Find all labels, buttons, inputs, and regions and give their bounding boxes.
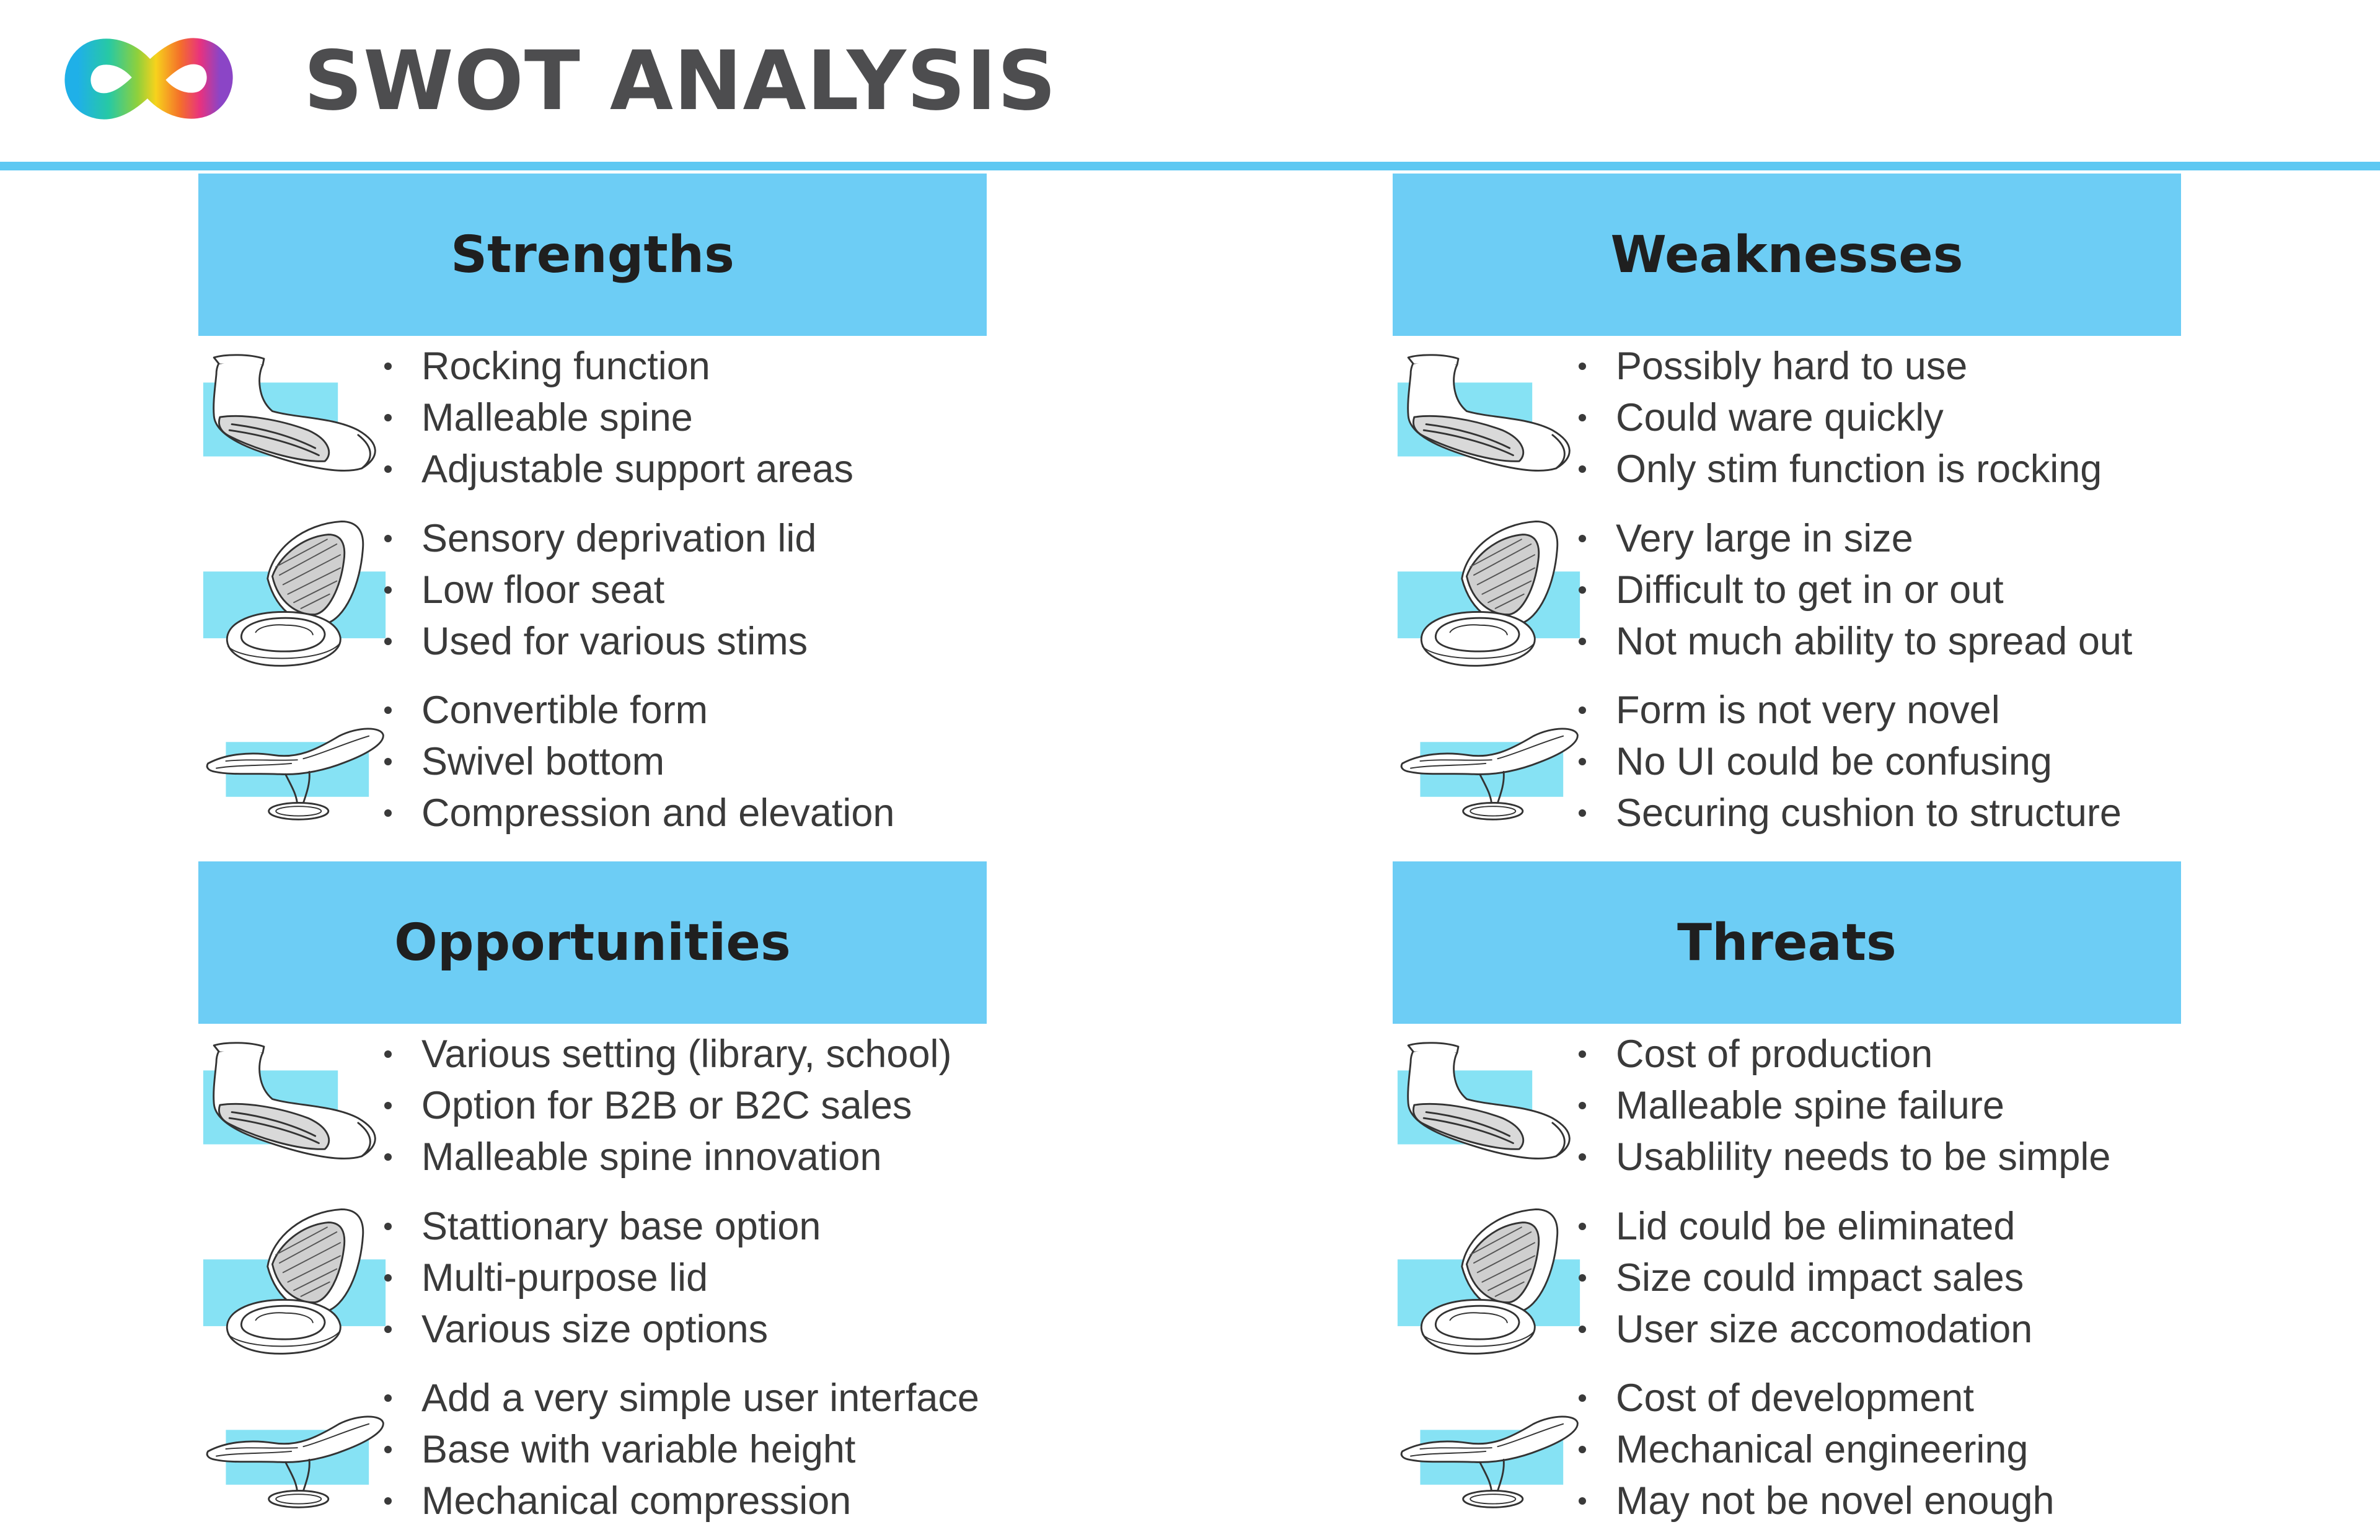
bullet-item bbox=[384, 616, 816, 667]
bullet-text: User size accomodation bbox=[1616, 1308, 2033, 1351]
bullet-text: Rocking function bbox=[421, 345, 710, 388]
bullet-dot-icon bbox=[384, 1153, 392, 1161]
swivel-lounger-sketch-icon bbox=[1393, 1373, 1585, 1528]
bullet-item bbox=[384, 444, 853, 495]
bullet-dot-icon bbox=[384, 1326, 392, 1333]
bullet-text: Add a very simple user interface bbox=[421, 1376, 979, 1420]
bullet-dot-icon bbox=[384, 638, 392, 645]
quadrant-header bbox=[1393, 861, 2181, 1024]
quadrant-title: Threats bbox=[1677, 913, 1897, 972]
bullet-dot-icon bbox=[1579, 363, 1586, 370]
bullet-list bbox=[1579, 685, 2122, 839]
bullet-text: Used for various stims bbox=[421, 620, 808, 663]
bullet-dot-icon bbox=[1579, 1050, 1586, 1058]
rocking-chair-sketch-icon bbox=[198, 341, 390, 496]
bullet-text: Possibly hard to use bbox=[1616, 345, 1968, 388]
bullet-text: Malleable spine failure bbox=[1616, 1084, 2004, 1127]
swivel-lounger-sketch-icon bbox=[1393, 685, 1585, 840]
pod-seat-with-lid-sketch-icon bbox=[1393, 513, 1585, 668]
bullet-text: Malleable spine innovation bbox=[421, 1135, 882, 1179]
item-group bbox=[1393, 513, 2380, 668]
bullet-item bbox=[1579, 392, 2102, 444]
bullet-item bbox=[384, 565, 816, 616]
bullet-dot-icon bbox=[384, 586, 392, 594]
bullet-list bbox=[1579, 1373, 2055, 1527]
bullet-item bbox=[1579, 1476, 2055, 1527]
bullet-item bbox=[1579, 1304, 2032, 1355]
bullet-dot-icon bbox=[384, 1050, 392, 1058]
bullet-item bbox=[384, 341, 853, 392]
item-group bbox=[198, 513, 1376, 668]
bullet-text: Low floor seat bbox=[421, 568, 665, 612]
quadrant-header bbox=[1393, 174, 2181, 336]
bullet-text: Malleable spine bbox=[421, 396, 693, 439]
quadrant-header bbox=[198, 861, 987, 1024]
bullet-item bbox=[384, 1304, 821, 1355]
quadrant-title: Opportunities bbox=[394, 913, 791, 972]
bullet-item bbox=[384, 1424, 979, 1476]
bullet-item bbox=[1579, 565, 2132, 616]
bullet-dot-icon bbox=[384, 1497, 392, 1505]
bullet-item bbox=[384, 1476, 979, 1527]
bullet-text: No UI could be confusing bbox=[1616, 740, 2052, 783]
header-divider bbox=[0, 162, 2380, 170]
rocking-chair-sketch-icon bbox=[1393, 341, 1585, 496]
bullet-item bbox=[1579, 1424, 2055, 1476]
bullet-dot-icon bbox=[1579, 809, 1586, 817]
bullet-list bbox=[384, 1373, 979, 1527]
bullet-item bbox=[384, 1252, 821, 1304]
bullet-item bbox=[1579, 736, 2122, 788]
bullet-text: Convertible form bbox=[421, 689, 708, 732]
bullet-item bbox=[1579, 1080, 2110, 1132]
bullet-dot-icon bbox=[1579, 758, 1586, 765]
item-group bbox=[198, 685, 1376, 840]
bullet-list bbox=[1579, 1201, 2032, 1355]
bullet-item bbox=[384, 1132, 951, 1183]
bullet-dot-icon bbox=[384, 1274, 392, 1282]
item-group bbox=[198, 1373, 1376, 1528]
bullet-dot-icon bbox=[384, 1446, 392, 1453]
pod-seat-with-lid-sketch-icon bbox=[198, 513, 390, 668]
bullet-dot-icon bbox=[1579, 706, 1586, 714]
item-group bbox=[198, 1029, 1376, 1184]
bullet-dot-icon bbox=[384, 758, 392, 765]
bullet-item bbox=[384, 1080, 951, 1132]
bullet-item bbox=[1579, 1029, 2110, 1080]
bullet-text: Swivel bottom bbox=[421, 740, 665, 783]
bullet-item bbox=[384, 392, 853, 444]
bullet-text: Various setting (library, school) bbox=[421, 1032, 952, 1076]
bullet-item bbox=[1579, 1373, 2055, 1424]
bullet-dot-icon bbox=[1579, 1274, 1586, 1282]
bullet-dot-icon bbox=[1579, 1102, 1586, 1109]
bullet-list bbox=[384, 341, 853, 495]
bullet-dot-icon bbox=[1579, 1497, 1586, 1505]
bullet-text: Very large in size bbox=[1616, 517, 1913, 560]
quadrant-weaknesses bbox=[1393, 174, 2380, 855]
bullet-text: Usablility needs to be simple bbox=[1616, 1135, 2111, 1179]
bullet-text: Difficult to get in or out bbox=[1616, 568, 2004, 612]
bullet-item bbox=[1579, 444, 2102, 495]
bullet-text: Multi-purpose lid bbox=[421, 1256, 708, 1300]
bullet-item bbox=[384, 1201, 821, 1252]
pod-seat-with-lid-sketch-icon bbox=[1393, 1201, 1585, 1356]
bullet-item bbox=[1579, 616, 2132, 667]
bullet-item bbox=[384, 685, 894, 736]
bullet-dot-icon bbox=[1579, 1153, 1586, 1161]
swivel-lounger-sketch-icon bbox=[198, 1373, 390, 1528]
bullet-item bbox=[1579, 1201, 2032, 1252]
bullet-list bbox=[384, 1201, 821, 1355]
bullet-dot-icon bbox=[1579, 586, 1586, 594]
bullet-dot-icon bbox=[384, 706, 392, 714]
bullet-text: Various size options bbox=[421, 1308, 769, 1351]
bullet-text: Cost of development bbox=[1616, 1376, 1974, 1420]
bullet-dot-icon bbox=[1579, 1326, 1586, 1333]
bullet-dot-icon bbox=[384, 465, 392, 473]
swivel-lounger-sketch-icon bbox=[198, 685, 390, 840]
bullet-text: Could ware quickly bbox=[1616, 396, 1944, 439]
item-group bbox=[198, 341, 1376, 496]
bullet-text: Not much ability to spread out bbox=[1616, 620, 2133, 663]
bullet-list bbox=[1579, 341, 2102, 495]
quadrant-opportunities bbox=[198, 861, 1388, 1537]
quadrant-strengths bbox=[198, 174, 1388, 855]
quadrant-threats bbox=[1393, 861, 2380, 1537]
bullet-dot-icon bbox=[384, 414, 392, 421]
bullet-list bbox=[384, 1029, 951, 1183]
bullet-text: Cost of production bbox=[1616, 1032, 1933, 1076]
bullet-list bbox=[1579, 1029, 2110, 1183]
bullet-text: Lid could be eliminated bbox=[1616, 1205, 2016, 1248]
bullet-text: Size could impact sales bbox=[1616, 1256, 2024, 1300]
bullet-text: Form is not very novel bbox=[1616, 689, 2000, 732]
bullet-dot-icon bbox=[1579, 1223, 1586, 1230]
quadrant-header bbox=[198, 174, 987, 336]
bullet-dot-icon bbox=[384, 809, 392, 817]
bullet-list bbox=[1579, 513, 2132, 667]
bullet-dot-icon bbox=[384, 1102, 392, 1109]
pod-seat-with-lid-sketch-icon bbox=[198, 1201, 390, 1356]
bullet-dot-icon bbox=[1579, 638, 1586, 645]
bullet-item bbox=[384, 1373, 979, 1424]
bullet-text: Securing cushion to structure bbox=[1616, 791, 2122, 835]
bullet-text: Adjustable support areas bbox=[421, 447, 853, 491]
page-title: SWOT ANALYSIS bbox=[304, 33, 1057, 129]
bullet-text: Mechanical engineering bbox=[1616, 1428, 2029, 1471]
bullet-item bbox=[1579, 788, 2122, 839]
item-group bbox=[1393, 341, 2380, 496]
bullet-item bbox=[1579, 513, 2132, 565]
bullet-item bbox=[1579, 685, 2122, 736]
bullet-item bbox=[1579, 1132, 2110, 1183]
bullet-dot-icon bbox=[1579, 1446, 1586, 1453]
bullet-item bbox=[1579, 1252, 2032, 1304]
bullet-dot-icon bbox=[1579, 535, 1586, 542]
item-group bbox=[1393, 1373, 2380, 1528]
bullet-item bbox=[1579, 341, 2102, 392]
quadrant-title: Weaknesses bbox=[1610, 225, 1963, 284]
bullet-dot-icon bbox=[1579, 1394, 1586, 1402]
item-group bbox=[1393, 685, 2380, 840]
quadrant-title: Strengths bbox=[451, 225, 734, 284]
bullet-dot-icon bbox=[384, 535, 392, 542]
bullet-dot-icon bbox=[384, 1223, 392, 1230]
rocking-chair-sketch-icon bbox=[1393, 1029, 1585, 1184]
infinity-logo-icon bbox=[61, 35, 237, 123]
bullet-dot-icon bbox=[1579, 414, 1586, 421]
bullet-text: Mechanical compression bbox=[421, 1479, 852, 1523]
bullet-item bbox=[384, 788, 894, 839]
bullet-dot-icon bbox=[384, 363, 392, 370]
bullet-item bbox=[384, 1029, 951, 1080]
rocking-chair-sketch-icon bbox=[198, 1029, 390, 1184]
bullet-text: Sensory deprivation lid bbox=[421, 517, 817, 560]
bullet-list bbox=[384, 685, 894, 839]
bullet-text: Only stim function is rocking bbox=[1616, 447, 2102, 491]
bullet-text: Compression and elevation bbox=[421, 791, 895, 835]
bullet-text: May not be novel enough bbox=[1616, 1479, 2055, 1523]
bullet-item bbox=[384, 736, 894, 788]
bullet-text: Base with variable height bbox=[421, 1428, 856, 1471]
bullet-list bbox=[384, 513, 816, 667]
item-group bbox=[198, 1201, 1376, 1356]
bullet-dot-icon bbox=[1579, 465, 1586, 473]
bullet-dot-icon bbox=[384, 1394, 392, 1402]
bullet-item bbox=[384, 513, 816, 565]
item-group bbox=[1393, 1201, 2380, 1356]
bullet-text: Option for B2B or B2C sales bbox=[421, 1084, 912, 1127]
bullet-text: Stattionary base option bbox=[421, 1205, 821, 1248]
item-group bbox=[1393, 1029, 2380, 1184]
